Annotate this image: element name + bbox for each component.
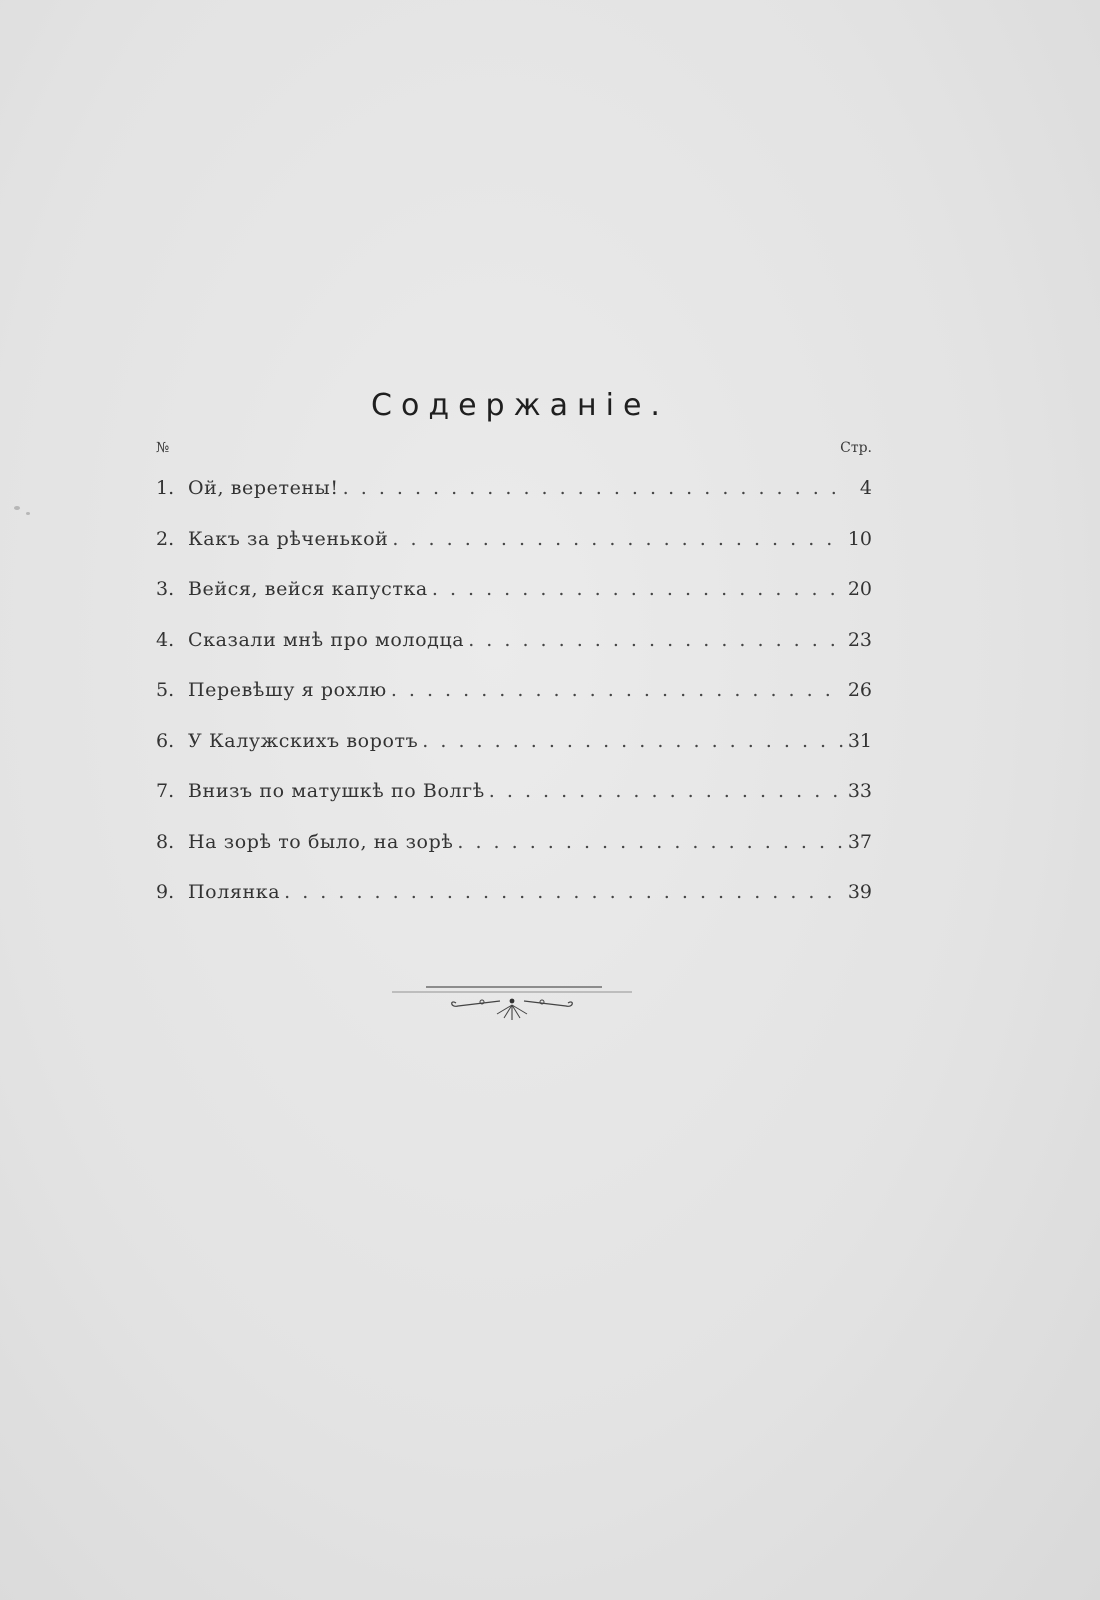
dot-leader — [280, 878, 844, 906]
toc-entry-number: 8. — [156, 830, 175, 853]
toc-entry-page: 33 — [847, 780, 872, 802]
toc-entry-page: 10 — [847, 527, 872, 550]
toc-entry-number: 3. — [156, 578, 175, 600]
toc-entry-page: 39 — [847, 881, 872, 903]
vignette-ornament-icon — [392, 978, 632, 1024]
toc-entry — [156, 474, 872, 525]
table-of-contents — [156, 474, 872, 929]
number-column-label: № — [156, 440, 170, 456]
paper-speck — [14, 506, 20, 510]
toc-entry-number: 2. — [156, 527, 175, 550]
toc-entry-title: Перевѣшу я рохлю — [188, 679, 387, 701]
dot-leader — [387, 676, 844, 704]
toc-entry-title: Ой, веретены! — [188, 477, 339, 499]
toc-entry — [156, 727, 872, 778]
toc-entry-page: 23 — [847, 628, 872, 651]
dot-leader — [428, 575, 844, 603]
dot-leader — [485, 777, 844, 805]
toc-entry — [156, 626, 872, 677]
toc-entry — [156, 828, 872, 879]
toc-entry-page: 4 — [859, 477, 872, 499]
toc-entry-number: 4. — [156, 628, 175, 651]
toc-entry-page: 37 — [847, 830, 872, 853]
dot-leader — [388, 525, 844, 553]
dot-leader — [464, 626, 844, 654]
page-title: Содержаніе. — [371, 388, 669, 423]
toc-entry-title: Какъ за рѣченькой — [188, 527, 389, 550]
toc-entry-number: 1. — [156, 477, 175, 499]
toc-entry — [156, 878, 872, 929]
toc-entry — [156, 777, 872, 828]
toc-entry-page: 26 — [847, 679, 872, 701]
dot-leader — [339, 474, 844, 502]
toc-entry-title: Сказали мнѣ про молодца — [188, 628, 465, 651]
dot-leader — [453, 828, 844, 856]
toc-entry-number: 5. — [156, 679, 175, 701]
dot-leader — [418, 727, 844, 755]
toc-entry-title: Полянка — [188, 881, 281, 903]
toc-entry-title: На зорѣ то было, на зорѣ — [188, 830, 454, 853]
toc-entry — [156, 525, 872, 576]
toc-entry-number: 9. — [156, 881, 175, 903]
toc-entry-number: 7. — [156, 780, 175, 802]
toc-entry-title: Внизъ по матушкѣ по Волгѣ — [188, 780, 485, 802]
toc-entry — [156, 676, 872, 727]
toc-entry-title: У Калужскихъ воротъ — [188, 729, 419, 752]
toc-column-headers — [156, 440, 872, 460]
paper-speck — [26, 512, 30, 515]
page-column-label: Стр. — [840, 440, 872, 456]
toc-entry-number: 6. — [156, 729, 175, 752]
toc-entry-page: 20 — [847, 578, 872, 600]
toc-entry-page: 31 — [847, 729, 872, 752]
toc-entry-title: Вейся, вейся капустка — [188, 578, 428, 600]
toc-entry — [156, 575, 872, 626]
